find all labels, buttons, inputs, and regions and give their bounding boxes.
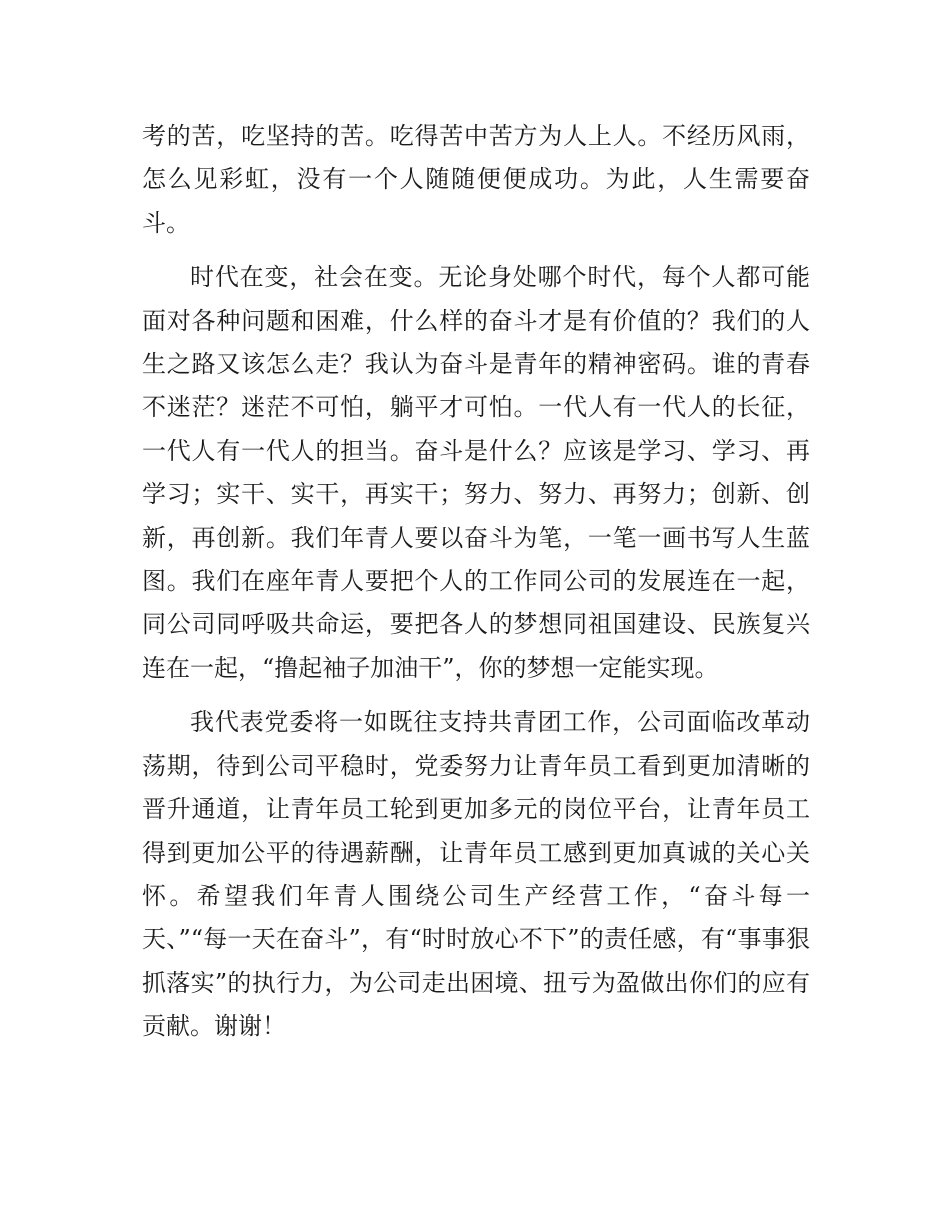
paragraph-party-support: 我代表党委将一如既往支持共青团工作，公司面临改革动荡期，待到公司平稳时，党委努力让青年员工看到更加清晰的晋升通道，让青年员工轮到更加多元的岗位平台，让青年员工得到更加公平的待遇薪酬，让青年员工感到更加真诚的关心关怀。希望我们年青人围绕公司生产经营工作，“奋斗每一天、”“每一天在奋斗”，有“时时放心不下”的责任感，有“事事狠抓落实”的执行力，为公司走出困境、扭亏为盈做出你们的应有贡献。谢谢！ — [142, 708, 810, 1041]
paragraph-continuation: 考的苦，吃坚持的苦。吃得苦中苦方为人上人。不经历风雨，怎么见彩虹，没有一个人随随便便成功。为此，人生需要奋斗。 — [142, 122, 810, 237]
document-body — [142, 115, 810, 1060]
paragraph-striving-meaning: 时代在变，社会在变。无论身处哪个时代，每个人都可能面对各种问题和困难，什么样的奋斗才是有价值的？我们的人生之路又该怎么走？我认为奋斗是青年的精神密码。谁的青春不迷茫？迷茫不可怕，躺平才可怕。一代人有一代人的长征，一代人有一代人的担当。奋斗是什么？应该是学习、学习、再学习；实干、实干，再实干；努力、努力、再努力；创新、创新，再创新。我们年青人要以奋斗为笔，一笔一画书写人生蓝图。我们在座年青人要把个人的工作同公司的发展连在一起，同公司同呼吸共命运，要把各人的梦想同祖国建设、民族复兴连在一起，“撸起袖子加油干”，你的梦想一定能实现。 — [142, 263, 810, 682]
